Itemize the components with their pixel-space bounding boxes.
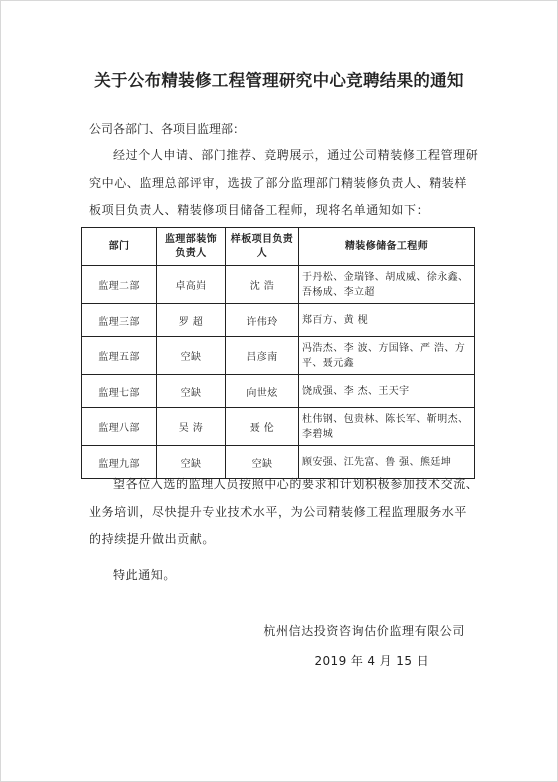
cell-decoration-lead: 卓高岿 (157, 266, 226, 304)
salutation: 公司各部门、各项目监理部： (89, 122, 246, 136)
cell-department: 监理九部 (82, 446, 157, 479)
header-department: 部门 (82, 228, 157, 266)
cell-engineers: 顾安强、江先富、鲁 强、熊廷坤 (299, 446, 475, 479)
document-title: 关于公布精装修工程管理研究中心竞聘结果的通知 (94, 71, 464, 90)
cell-decoration-lead: 空缺 (157, 337, 226, 375)
table-row (82, 266, 475, 304)
appointment-table (81, 227, 475, 479)
table-row (82, 408, 475, 446)
cell-decoration-lead: 罗 超 (157, 304, 226, 337)
cell-engineers: 冯浩杰、李 波、方国锋、严 浩、方 平、聂元鑫 (299, 337, 475, 375)
cell-department: 监理二部 (82, 266, 157, 304)
table-header-row (82, 228, 475, 266)
header-reserve-engineers: 精装修储备工程师 (299, 228, 475, 266)
cell-sample-lead: 吕彦南 (226, 337, 299, 375)
table-row (82, 375, 475, 408)
issue-date: 2019 年 4 月 15 日 (314, 654, 429, 668)
cell-engineers: 杜伟钢、包贵林、陈长军、靳明杰、李碧城 (299, 408, 475, 446)
cell-department: 监理八部 (82, 408, 157, 446)
cell-sample-lead: 沈 浩 (226, 266, 299, 304)
cell-sample-lead: 许伟玲 (226, 304, 299, 337)
cell-decoration-lead: 空缺 (157, 375, 226, 408)
table-row (82, 337, 475, 375)
cell-engineers: 饶成强、李 杰、王天宇 (299, 375, 475, 408)
cell-department: 监理七部 (82, 375, 157, 408)
body-paragraph-3: 特此通知。 (113, 568, 177, 582)
cell-department: 监理三部 (82, 304, 157, 337)
cell-department: 监理五部 (82, 337, 157, 375)
cell-sample-lead: 向世炫 (226, 375, 299, 408)
body-paragraph-1: 经过个人申请、部门推荐、竞聘展示，通过公司精装修工程管理研究中心、监理总部评审，选拔了部分监理部门精装修负责人、精装样板项目负责人、精装修项目储备工程师，现将名单通知如下： (89, 148, 479, 217)
header-sample-project-lead: 样板项目负责人 (226, 228, 299, 266)
body-paragraph-2: 望各位入选的监理人员按照中心的要求和计划积极参加技术交流、业务培训，尽快提升专业技术水平，为公司精装修工程监理服务水平的持续提升做出贡献。 (89, 477, 479, 546)
cell-sample-lead: 空缺 (226, 446, 299, 479)
cell-engineers: 郑百方、黄 枧 (299, 304, 475, 337)
signer-company: 杭州信达投资咨询估价监理有限公司 (263, 624, 465, 638)
header-decoration-lead: 监理部装饰负责人 (157, 228, 226, 266)
cell-sample-lead: 聂 伦 (226, 408, 299, 446)
cell-engineers: 于丹松、金瑞锋、胡成威、徐永鑫、吾杨成、李立超 (299, 266, 475, 304)
table-row (82, 304, 475, 337)
cell-decoration-lead: 吴 涛 (157, 408, 226, 446)
cell-decoration-lead: 空缺 (157, 446, 226, 479)
